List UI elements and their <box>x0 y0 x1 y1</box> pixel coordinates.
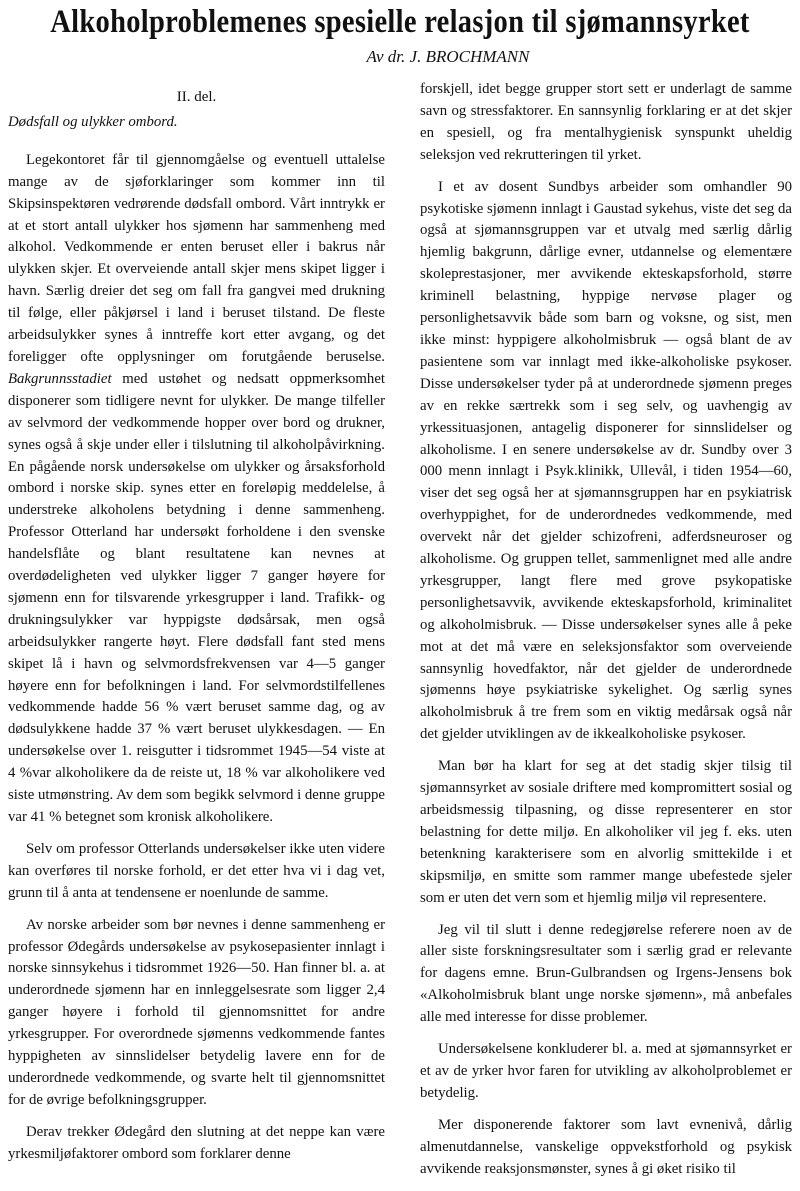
paragraph-text: med ustøhet og nedsatt oppmerksomhet disponerer som tidligere nevnt for ulykker. De mange tilfeller av selvmord der vedkommende hopper over bord og drukner, synes også å skje under eller i tilslutning til alkoholpåvirkning. En pågående norsk undersøkelse om ulykker og årsaksforhold ombord i norske skip. synes etter en foreløpig meddelelse, å understreke alkoholens betydning i denne sammenheng. Professor Otterland har undersøkt forholdene i den svenske handelsflåte og blant resultatene kan nevnes at overdødeligheten ved ulykker ligger 7 ganger høyere for sjømenn enn for tilsvarende yrkesgrupper i land. Trafikk- og drukningsulykker var hyppigste dødsårsak, men også arbeidsulykker rangerte høyt. Flere dødsfall fant sted mens skipet lå i havn og selvmordsfrekvensen var 4—5 ganger høyere enn for befolkningen i land. For selvmordstilfellenes vedkommende hadde 56 % vært beruset samme dag, og av dødsulykkene hadde 37 % vært beruset ulykkesdagen. — En undersøkelse over 1. reisgutter i tidsrommet 1945—54 viste at 4 %var alkoholikere da de reiste ut, 18 % var alkoholikere ved siste utmønstring. Av dem som begikk selvmord i denne gruppe var 41 % betegnet som kronisk alkoholikere. <box>8 370 386 825</box>
paragraph-text: Legekontoret får til gjennomgåelse og eventuell uttalelse mange av de sjøforklaringer som kommer inn til Skipsinspektøren vedrørende dødsfall ombord. Vårt inntrykk er at et stort antall ulykker hos sjømenn har sammenheng med alkohol. Vedkommende er enten beruset eller i bakrus når ulykken skjer. Et overveiende antall skjer mens skipet ligger i havn. Særlig dreier det seg om fall fra gangvei med drukning til følge, eller påkjørsel i land i beruset tilstand. De fleste arbeidsulykker synes å inntreffe kort etter avgang, og det foreligger ofte opplysninger om forutgående beruselse. <box>8 151 385 365</box>
article-byline: Av dr. J. BROCHMANN <box>366 47 530 66</box>
paragraph <box>8 150 385 829</box>
paragraph: I et av dosent Sundbys arbeider som omhandler 90 psykotiske sjømenn innlagt i Gaustad sykehus, viste det seg da også at sjømannsgruppen var et utvalg med særlig dårlig hjemlig bakgrunn, dårlige evner, utdannelse og elementære skoleprestasjoner, mer avvikende ekteskapsforhold, større kriminell belastning, hyppige nervøse plager og personlighetsavvik både som barn og voksne, og sist, men ikke minst: hyppigere alkoholmisbruk — også blant de av pasientene som var innlagt med ikke-alkoholiske psykoser. Disse undersøkelser tyder på at underordnede sjømenn preges av en rekke særtrekk som i seg selv, og uavhengig av yrkessituasjonen, antagelig disponerer for sinnslidelser og alkoholisme. I en senere undersøkelse av dr. Sundby over 3 000 menn innlagt i Psyk.klinikk, Ullevål, i tiden 1954—60, viser det seg også her at sjømannsgruppen har en psykiatrisk overhyppighet, for de underordnedes vedkommende, med overvekt når det gjelder schizofreni, adferdsneuroser og alkoholisme. Og gruppen tellet, sammenlignet med alle andre yrkesgrupper, langt flere med grove psykopatiske personlighetsavvik, avvikende ekteskapsforhold, kriminalitet og alkoholmisbruk. — Disse undersøkelser synes alle å peke mot at det må være en seleksjonsfaktor som overveiende sannsynlig hovedfaktor, når det gjelder de underordnede sjømenns høye psykiatriske sykelighet. Og særlig synes alkoholmisbruk å tre frem som en viktig medårsak også når det gjelder utviklingen av de ikkealkoholiske psykoser. <box>420 178 792 743</box>
paragraph: Mer disponerende faktorer som lavt evnenivå, dårlig almenutdannelse, vanskelige oppvekstforhold og psykisk avvikende reaksjonsmønster, synes å gi øket risiko til <box>420 1116 792 1177</box>
section-heading: Dødsfall og ulykker ombord. <box>8 113 178 130</box>
emphasized-term: Bakgrunnsstadiet <box>8 370 112 387</box>
right-column <box>420 79 792 1191</box>
paragraph: Av norske arbeider som bør nevnes i denne sammenheng er professor Ødegårds undersøkelse av psykosepasienter innlagt i norske sinnsykehus i tidsrommet 1926—50. Han finner bl. a. at underordnede sjømenn har en innleggelsesrate som ligger 2,4 ganger høyere i forhold til gjennomsnittet for andre yrkesgrupper. For overordnede sjømenns vedkommende fantes hyppigheten av sinnslidelser betydelig lavere enn for de underordnede vedkommende, og svarte helt til gjennomsnittet for de øvrige befolkningsgrupper. <box>8 916 385 1108</box>
paragraph: Derav trekker Ødegård den slutning at det neppe kan være yrkesmiljøfaktorer ombord som forklarer denne <box>8 1123 385 1162</box>
paragraph: Jeg vil til slutt i denne redegjørelse referere noen av de aller siste forskningsresultater som i særlig grad er relevante for dagens emne. Brun-Gulbrandsen og Irgens-Jensens bok «Alkoholmisbruk blant unge norske sjømenn», må anbefales alle med interesse for disse problemer. <box>420 921 792 1026</box>
paragraph: Undersøkelsene konkluderer bl. a. med at sjømannsyrket er et av de yrker hvor faren for utvikling av alkoholproblemet er betydelig. <box>420 1041 792 1101</box>
paragraph: Selv om professor Otterlands undersøkelser ikke uten videre kan overføres til norske forhold, er det etter hva vi i dag vet, grunn til å anta at tendensene er noenlunde de samme. <box>8 840 385 901</box>
paragraph: Man bør ha klart for seg at det stadig skjer tilsig til sjømannsyrket av sosiale driftere med kompromittert sosial og arbeidsmessig tilpasning, og disse representerer en stor belastning for dette miljø. En alkoholiker vil jeg f. eks. uten betenkning karakterisere som en alvorlig smittekilde i et skipsmiljø, en smitte som rammer mange ubefestede sjeler som er uten det vern som et hjemlig miljø vil representere. <box>420 758 792 906</box>
left-column <box>8 79 385 1176</box>
article-title: Alkoholproblemenes spesielle relasjon til sjømannsyrket <box>50 4 750 40</box>
paragraph-continued: forskjell, idet begge grupper stort sett er underlagt de samme savn og stressfaktorer. En sannsynlig forklaring er at det skjer en spesiell, og fra mentalhygienisk synspunkt uheldig seleksjon ved rekrutteringen til yrket. <box>420 81 792 163</box>
part-label: II. del. <box>176 89 217 105</box>
